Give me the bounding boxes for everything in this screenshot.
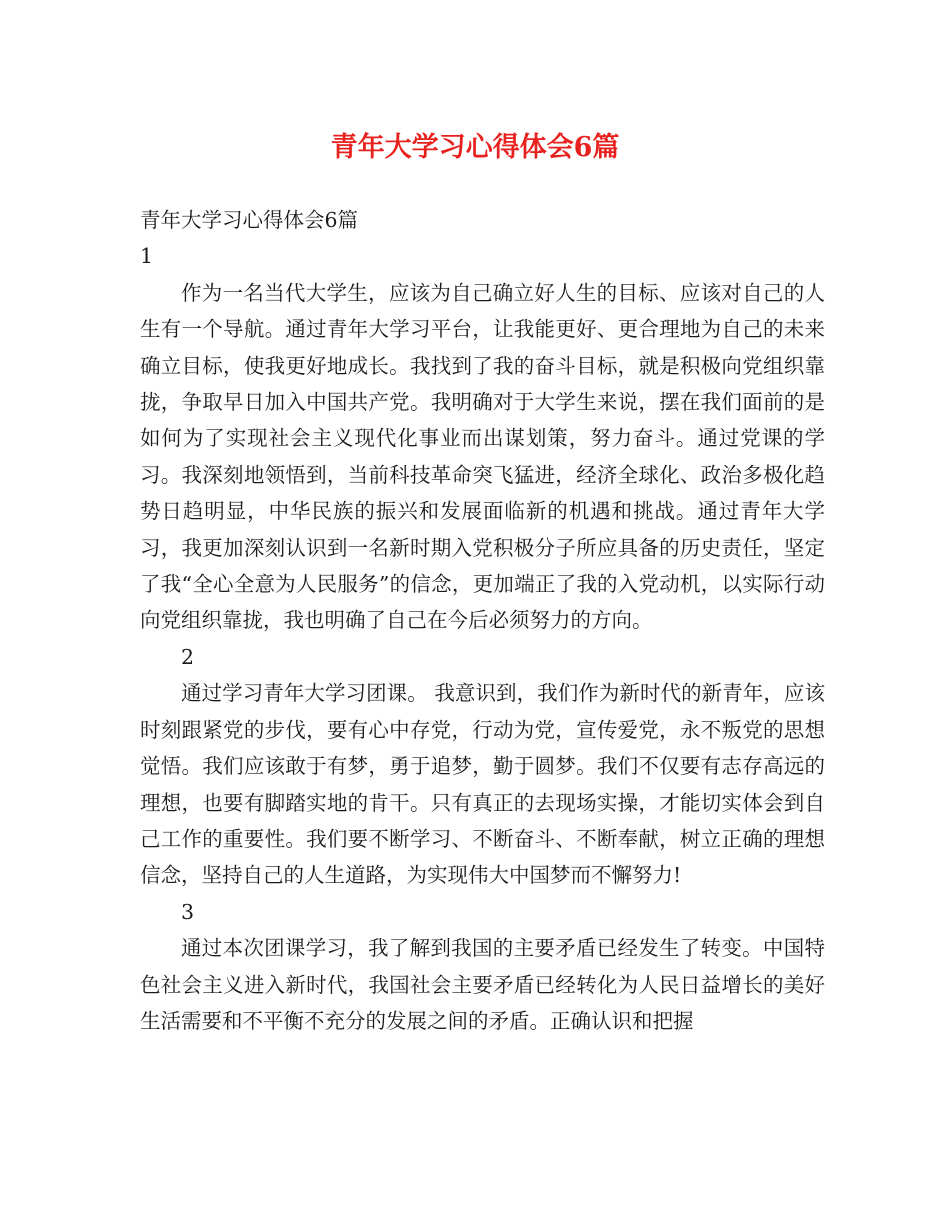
section-number: 3 — [181, 899, 195, 924]
section-paragraph: 作为一名当代大学生，应该为自己确立好人生的目标、应该对自己的人生有一个导航。通过青年大学习平台，让我能更好、更合理地为自己的未来确立目标，使我更好地成长。我找到了我的奋斗目标，就是积极向党组织靠拢，争取早日加入中国共产党。我明确对于大学生来说，摆在我们面前的是如何为了实现社会主义现代化事业而出谋划策，努力奋斗。通过党课的学习。我深刻地领悟到，当前科技革命突飞猛进，经济全球化、政治多极化趋势日趋明显，中华民族的振兴和发展面临新的机遇和挑战。通过青年大学习，我更加深刻认识到一名新时期入党积极分子所应具备的历史责任，坚定了我“全心全意为人民服务”的信念，更加端正了我的入党动机，以实际行动向党组织靠拢，我也明确了自己在今后必须努力的方向。 — [140, 280, 825, 633]
section-paragraph: 通过学习青年大学习团课。 我意识到，我们作为新时代的新青年，应该时刻跟紧党的步伐，要有心中存党，行动为党，宣传爱党，永不叛党的思想觉悟。我们应该敢于有梦，勇于追梦，勤于圆梦。我们不仅要有志存高远的理想，也要有脚踏实地的肯干。只有真正的去现场实操，才能切实体会到自己工作的重要性。我们要不断学习、不断奋斗、不断奉献，树立正确的理想信念，坚持自己的人生道路，为实现伟大中国梦而不懈努力! — [140, 681, 825, 888]
section-paragraph: 通过本次团课学习，我了解到我国的主要矛盾已经发生了转变。中国特色社会主义进入新时代，我国社会主要矛盾已经转化为人民日益增长的美好生活需要和不平衡不充分的发展之间的矛盾。正确认识和把握 — [140, 936, 825, 1033]
section-number: 1 — [140, 244, 154, 269]
document-subtitle: 青年大学习心得体会6篇 — [140, 208, 359, 232]
section-number: 2 — [181, 644, 195, 669]
document-body — [140, 202, 825, 1039]
document-title: 青年大学习心得体会6篇 — [330, 132, 620, 163]
